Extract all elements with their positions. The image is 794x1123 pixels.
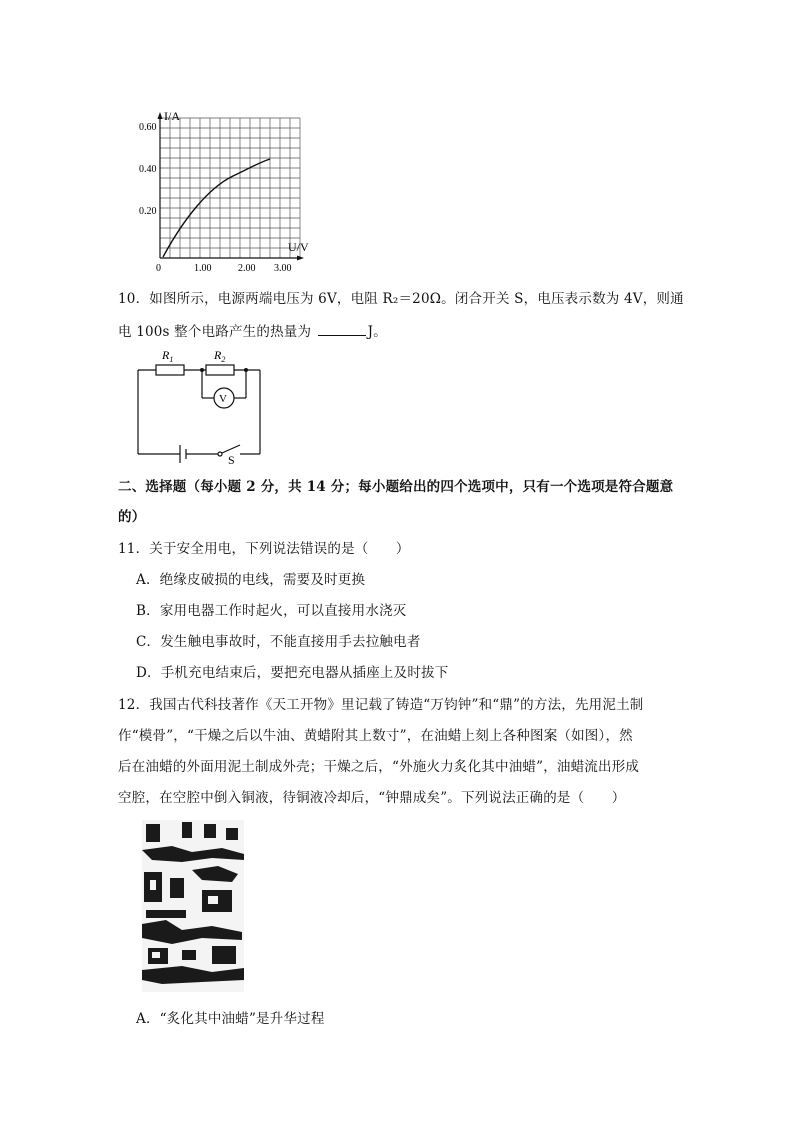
q11-stem: 11．关于安全用电，下列说法错误的是（ ） [118,541,410,557]
q11-option-d[interactable]: D．手机充电结束后，要把充电器从插座上及时拔下 [136,665,449,681]
x-axis-arrow [297,256,304,261]
x-axis-label: U/V [288,240,309,254]
q10-line-2 [118,322,387,341]
voltmeter-label: V [219,393,227,405]
q10-line-1: 10．如图所示，电源两端电压为 6V，电阻 R₂＝20Ω。闭合开关 S，电压表示数为 4V，则通 [118,291,684,307]
q12-line-2: 作“模骨”，“干燥之后以牛油、黄蜡附其上数寸”，在油蜡上刻上各种图案（如图），然 [118,728,633,744]
answer-blank[interactable] [318,322,366,336]
y-tick-label: 0.20 [139,206,157,217]
r2-label: $R_2$ [214,348,226,364]
section-2-heading-line-2: 的） [118,509,146,525]
junction-dot [244,368,248,372]
q12-line-3: 后在油蜡的外面用泥土制成外壳；干燥之后，“外施火力炙化其中油蜡”，油蜡流出形成 [118,759,640,775]
switch-contact [218,452,222,456]
x-tick-label: 0 [156,263,161,274]
r1-label: $R_1$ [162,348,174,364]
switch-s [222,445,240,453]
junction-dot [200,368,204,372]
q11-option-c[interactable]: C．发生触电事故时，不能直接用手去拉触电者 [136,634,421,650]
q11-option-b[interactable]: B．家用电器工作时起火，可以直接用水浇灭 [136,603,407,619]
graph-grid [160,118,300,258]
q11-option-a[interactable]: A．绝缘皮破损的电线，需要及时更换 [136,572,366,588]
x-tick-label: 1.00 [194,263,212,274]
q10-line-2-unit: J。 [367,324,387,340]
switch-label: S [228,453,235,466]
x-tick-label: 3.00 [274,263,292,274]
y-axis-label: I/A [164,109,180,123]
y-axis-arrow [158,112,163,119]
resistor-r2 [206,365,234,375]
q12-line-4: 空腔，在空腔中倒入铜液，待铜液冷却后，“钟鼎成矣”。下列说法正确的是（ ） [118,790,626,806]
q12-line-1: 12．我国古代科技著作《天工开物》里记载了铸造“万钧钟”和“鼎”的方法，先用泥土制 [118,697,644,713]
y-tick-label: 0.40 [139,164,157,175]
q10-line-2-text: 电 100s 整个电路产生的热量为 [118,324,316,340]
current-voltage-graph [138,108,318,274]
circuit-diagram [130,346,270,466]
q12-option-a[interactable]: A．“炙化其中油蜡”是升华过程 [136,1011,325,1027]
y-tick-label: 0.60 [139,122,157,133]
x-tick-label: 2.00 [238,263,256,274]
section-2-heading-line-1: 二、选择题（每小题 2 分，共 14 分；每小题给出的四个选项中，只有一个选项是符合题意 [118,479,674,495]
casting-illustration-image [142,820,244,992]
resistor-r1 [156,365,184,375]
